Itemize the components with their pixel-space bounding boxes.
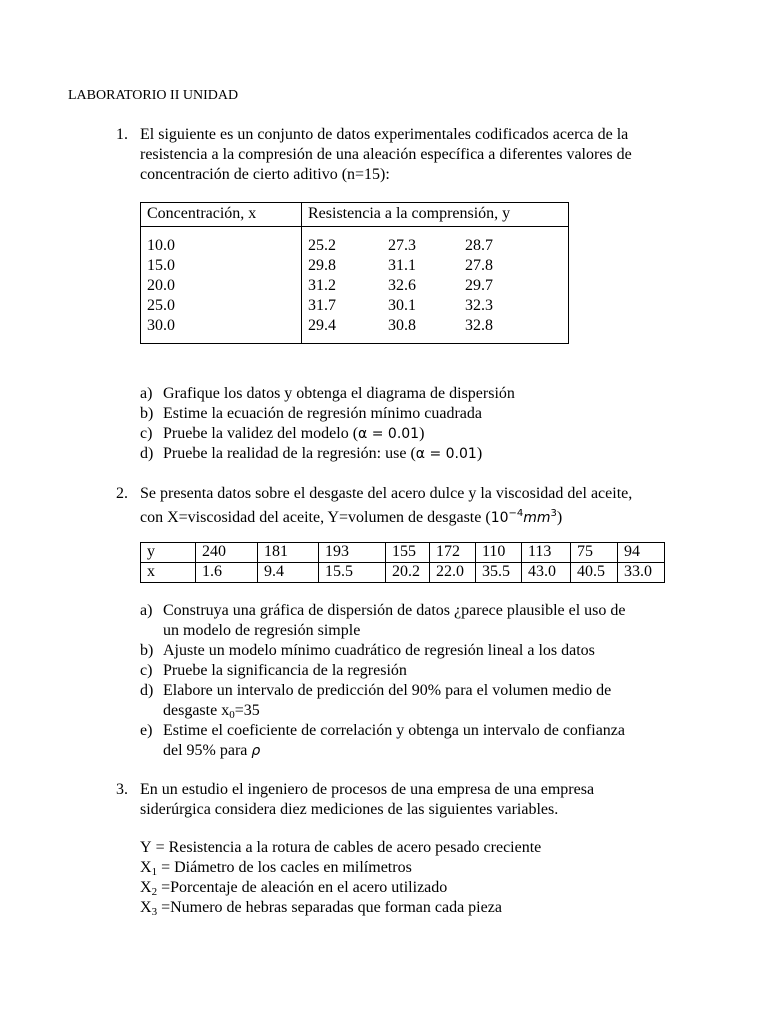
table-cell: 40.5	[571, 563, 618, 583]
table-cell-y: 30.8	[388, 317, 416, 334]
rho-symbol: ρ	[251, 743, 261, 759]
table-row-x	[141, 563, 665, 583]
item-label: b)	[140, 642, 154, 659]
variable-definition: Y = Resistencia a la rotura de cables de acero pesado creciente	[140, 839, 542, 856]
table-cell-x: 25.0	[147, 297, 175, 314]
item-text: Estime el coeficiente de correlación y obtenga un intervalo de confianza	[163, 722, 626, 739]
table-cell-x: 10.0	[147, 237, 175, 254]
item-label: d)	[140, 682, 154, 699]
table-row-label: y	[141, 543, 196, 563]
problem-1-line-3: concentración de cierto aditivo (n=15):	[140, 166, 390, 183]
table-cell-y: 27.3	[388, 237, 416, 254]
table-cell: 35.5	[476, 563, 522, 583]
table-cell-y: 32.3	[465, 297, 493, 314]
concentration-resistance-table	[140, 202, 569, 344]
item-label: c)	[140, 662, 153, 679]
item-text: Pruebe la realidad de la regresión: use (α = 0.01)	[163, 445, 483, 462]
table-cell: 15.5	[319, 563, 386, 583]
problem-3-line-1: En un estudio el ingeniero de procesos de una empresa de una empresa	[140, 781, 595, 798]
item-label: e)	[140, 722, 153, 739]
item-text: Ajuste un modelo mínimo cuadrático de regresión lineal a los datos	[163, 642, 595, 659]
table-cell: 113	[522, 543, 571, 563]
item-text: desgaste $x_0=35$	[163, 702, 260, 721]
table-cell: 43.0	[522, 563, 571, 583]
table-cell: 240	[196, 543, 258, 563]
item-label: c)	[140, 425, 153, 442]
item-label: b)	[140, 405, 154, 422]
variable-definition: $X_1$ = Diámetro de los cacles en milímetros	[140, 859, 412, 878]
table-cell-y: 29.4	[308, 317, 336, 334]
table-cell-x: 30.0	[147, 317, 175, 334]
table-cell: 20.2	[386, 563, 430, 583]
table-cell: 181	[258, 543, 319, 563]
alpha-value: α = 0.01	[415, 446, 477, 462]
viscosity-wear-table	[140, 542, 665, 583]
problem-1-line-1: El siguiente es un conjunto de datos experimentales codificados acerca de la	[140, 126, 629, 143]
item-text: Estime la ecuación de regresión mínimo cuadrada	[163, 405, 482, 422]
table-cell-y: 32.6	[388, 277, 416, 294]
unit-expression: $10^{-4}mm^3$	[490, 508, 557, 526]
item-label: a)	[140, 385, 153, 402]
table-cell-y: 32.8	[465, 317, 493, 334]
problem-2-line-2: con X=viscosidad del aceite, Y=volumen de desgaste $(10^{-4}mm^3)$	[140, 508, 563, 526]
table-cell-y: 31.2	[308, 277, 336, 294]
table-cell: 1.6	[196, 563, 258, 583]
table-header-divider	[141, 226, 568, 227]
problem-3-number: 3.	[116, 781, 128, 798]
item-text: Pruebe la significancia de la regresión	[163, 662, 407, 679]
variable-definition: $X_2$ =Porcentaje de aleación en el acero utilizado	[140, 879, 448, 898]
item-text: Grafique los datos y obtenga el diagrama de dispersión	[163, 385, 515, 402]
table-cell: 75	[571, 543, 618, 563]
table-column-divider	[301, 203, 302, 343]
table-header-resistance: Resistencia a la comprensión, y	[308, 205, 511, 222]
item-label: d)	[140, 445, 154, 462]
table-cell-y: 31.7	[308, 297, 336, 314]
table-cell-y: 28.7	[465, 237, 493, 254]
item-text: un modelo de regresión simple	[163, 622, 361, 639]
item-text: Pruebe la validez del modelo (α = 0.01)	[163, 425, 425, 442]
table-cell-y: 30.1	[388, 297, 416, 314]
item-label: a)	[140, 602, 153, 619]
table-cell-y: 29.8	[308, 257, 336, 274]
item-text: Elabore un intervalo de predicción del 90% para el volumen medio de	[163, 682, 612, 699]
variable-definition: $X_3$ =Numero de hebras separadas que forman cada pieza	[140, 899, 502, 918]
problem-2-number: 2.	[116, 485, 128, 502]
table-cell: 172	[430, 543, 476, 563]
table-cell: 9.4	[258, 563, 319, 583]
table-row-y	[141, 543, 665, 563]
table-cell: 33.0	[618, 563, 665, 583]
item-text: Construya una gráfica de dispersión de datos ¿parece plausible el uso de	[163, 602, 626, 619]
problem-1-line-2: resistencia a la compresión de una aleación específica a diferentes valores de	[140, 146, 632, 163]
table-cell-x: 20.0	[147, 277, 175, 294]
problem-3-line-2: siderúrgica considera diez mediciones de las siguientes variables.	[140, 801, 559, 818]
table-cell-y: 27.8	[465, 257, 493, 274]
table-cell: 193	[319, 543, 386, 563]
table-row-label: x	[141, 563, 196, 583]
table-cell: 94	[618, 543, 665, 563]
table-header-concentration: Concentración, x	[147, 205, 257, 222]
table-cell: 110	[476, 543, 522, 563]
table-cell: 22.0	[430, 563, 476, 583]
table-cell-y: 31.1	[388, 257, 416, 274]
problem-1-number: 1.	[116, 126, 128, 143]
document-header: LABORATORIO II UNIDAD	[68, 88, 239, 103]
table-cell-y: 25.2	[308, 237, 336, 254]
table-cell: 155	[386, 543, 430, 563]
table-cell-x: 15.0	[147, 257, 175, 274]
problem-2-line-1: Se presenta datos sobre el desgaste del acero dulce y la viscosidad del aceite,	[140, 485, 633, 502]
item-text: del 95% para ρ	[163, 742, 261, 759]
alpha-value: α = 0.01	[358, 426, 420, 442]
table-cell-y: 29.7	[465, 277, 493, 294]
